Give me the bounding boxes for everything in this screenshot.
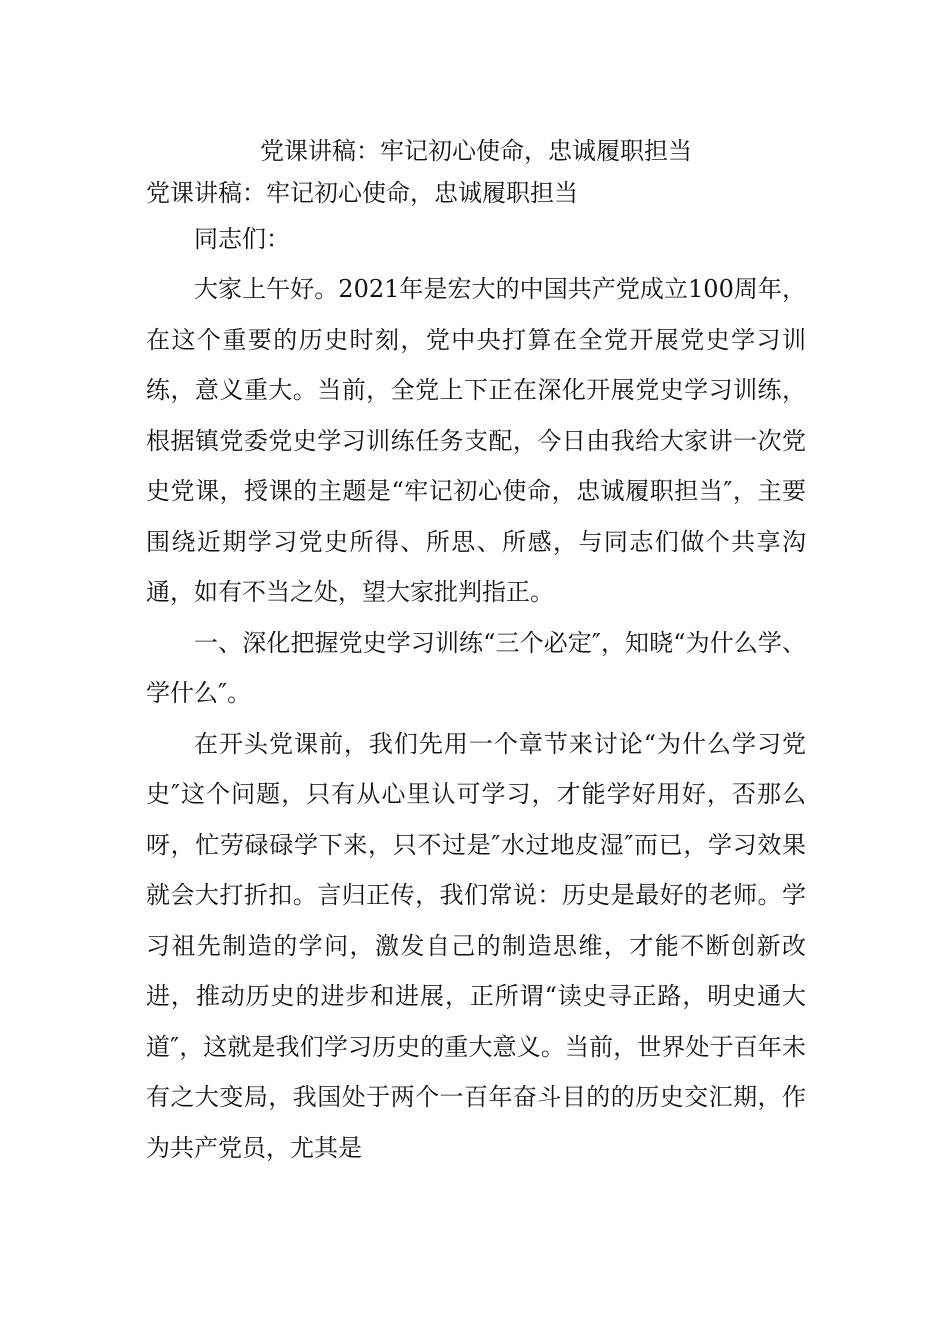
body-paragraph: 在开头党课前，我们先用一个章节来讨论“为什么学习党史″这个问题，只有从心里认可学习，才能学好用好，否那么呀，忙劳碌碌学下来，只不过是″水过地皮湿″而已，学习效果就会大打折扣。言归正传，我们常说：历史是最好的老师。学习祖先制造的学问，激发自己的制造思维，才能不断创新改进，推动历史的进步和进展，正所谓“读史寻正路，明史通大道″，这就是我们学习历史的重大意义。当前，世界处于百年未有之大变局，我国处于两个一百年奋斗目的的历史交汇期，作为共产党员，尤其是 xyxy=(146,729,806,1162)
intro-paragraph: 大家上午好。2021年是宏大的中国共产党成立100周年，在这个重要的历史时刻，党中央打算在全党开展党史学习训练，意义重大。当前，全党上下正在深化开展党史学习训练，根据镇党委党史学习训练任务支配，今日由我给大家讲一次党史党课，授课的主题是“牢记初心使命，忠诚履职担当″，主要围绕近期学习党史所得、所思、所感，与同志们做个共享沟通，如有不当之处，望大家批判指正。 xyxy=(146,275,806,606)
document-page xyxy=(146,130,806,1173)
greeting-paragraph: 同志们： xyxy=(194,225,290,253)
section-heading-paragraph: 一、深化把握党史学习训练“三个必定″，知晓“为什么学、学什么″。 xyxy=(146,628,806,707)
document-title: 党课讲稿：牢记初心使命，忠诚履职担当 xyxy=(260,137,692,165)
document-subtitle: 党课讲稿：牢记初心使命，忠诚履职担当 xyxy=(146,179,578,207)
